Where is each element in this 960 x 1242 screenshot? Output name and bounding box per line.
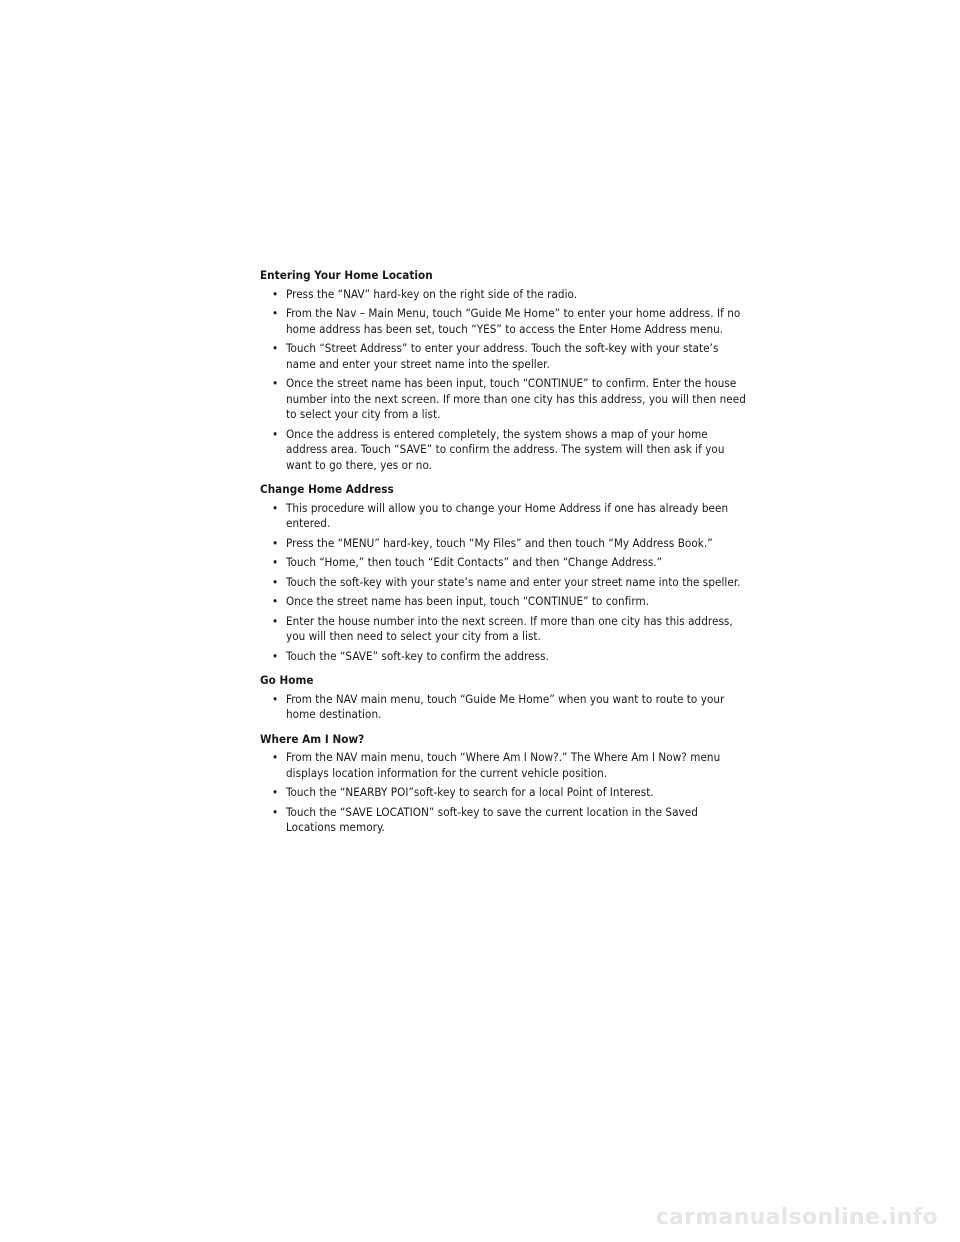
list-item-text: From the Nav – Main Menu, touch “Guide Me Home” to enter your home address. If no home address has been set, touch “YES” to access the Enter Home Address menu. (286, 306, 741, 336)
section-heading: Entering Your Home Location (260, 268, 433, 282)
list-item (260, 692, 750, 723)
document-body (260, 268, 750, 845)
list-item (260, 306, 750, 337)
bullet-list (260, 287, 750, 474)
list-item (260, 555, 750, 571)
list-item (260, 649, 750, 665)
list-item (260, 575, 750, 591)
list-item-text: Touch the “SAVE” soft-key to confirm the address. (286, 648, 549, 663)
bullet-icon: • (272, 574, 279, 589)
section-change-home-address (260, 482, 750, 664)
list-item (260, 501, 750, 532)
bullet-list (260, 750, 750, 836)
list-item-text: Enter the house number into the next screen. If more than one city has this address, you will then need to select your city from a list. (286, 613, 733, 643)
bullet-icon: • (272, 648, 279, 663)
bullet-icon: • (272, 785, 279, 799)
list-item-text: Touch “Home,” then touch “Edit Contacts” and then “Change Address.” (286, 555, 663, 569)
bullet-icon: • (272, 286, 279, 301)
bullet-icon: • (272, 594, 279, 608)
list-item-text: This procedure will allow you to change your Home Address if one has already been entered. (286, 500, 729, 530)
list-item (260, 376, 750, 423)
list-item (260, 750, 750, 781)
list-item (260, 536, 750, 552)
bullet-icon: • (272, 535, 279, 550)
bullet-icon: • (272, 691, 279, 706)
watermark: carmanualsonline.info (655, 1205, 938, 1230)
bullet-icon: • (272, 500, 279, 515)
list-item-text: From the NAV main menu, touch “Where Am I Now?.” The Where Am I Now? menu displays location information for the current vehicle position. (286, 750, 721, 780)
list-item-text: Once the address is entered completely, the system shows a map of your home address area. Touch “SAVE” to confirm the address. The system will then ask if you want to go there, yes or no. (286, 426, 725, 472)
bullet-list (260, 692, 750, 723)
bullet-icon: • (272, 376, 279, 390)
list-item (260, 341, 750, 372)
list-item-text: Once the street name has been input, touch “CONTINUE” to confirm. (286, 594, 650, 608)
list-item-text: Touch “Street Address” to enter your address. Touch the soft-key with your state’s name and enter your street name into the speller. (286, 341, 719, 371)
bullet-icon: • (272, 555, 279, 569)
list-item (260, 287, 750, 303)
section-entering-home-location (260, 268, 750, 473)
section-go-home (260, 673, 750, 723)
bullet-icon: • (272, 306, 279, 320)
list-item (260, 805, 750, 836)
bullet-icon: • (272, 613, 279, 628)
list-item (260, 594, 750, 610)
list-item-text: From the NAV main menu, touch “Guide Me Home” when you want to route to your home destination. (286, 691, 725, 721)
bullet-icon: • (272, 750, 279, 764)
list-item (260, 785, 750, 801)
bullet-icon: • (272, 426, 279, 441)
list-item-text: Touch the “SAVE LOCATION” soft-key to save the current location in the Saved Locations memory. (286, 804, 698, 834)
section-heading: Change Home Address (260, 482, 394, 496)
list-item-text: Press the “NAV” hard-key on the right side of the radio. (286, 286, 578, 301)
bullet-icon: • (272, 804, 279, 819)
bullet-list (260, 501, 750, 665)
list-item-text: Touch the soft-key with your state’s name and enter your street name into the speller. (286, 574, 741, 589)
list-item-text: Once the street name has been input, touch “CONTINUE” to confirm. Enter the house number into the next screen. If more than one city has this address, you will then need to select your city from a list. (286, 376, 746, 421)
list-item (260, 614, 750, 645)
list-item-text: Press the “MENU” hard-key, touch “My Files” and then touch “My Address Book.” (286, 535, 713, 550)
list-item (260, 427, 750, 474)
section-heading: Go Home (260, 673, 314, 687)
section-where-am-i-now (260, 732, 750, 836)
section-heading: Where Am I Now? (260, 731, 365, 746)
bullet-icon: • (272, 341, 279, 355)
list-item-text: Touch the “NEARBY POI”soft-key to search for a local Point of Interest. (286, 785, 654, 799)
